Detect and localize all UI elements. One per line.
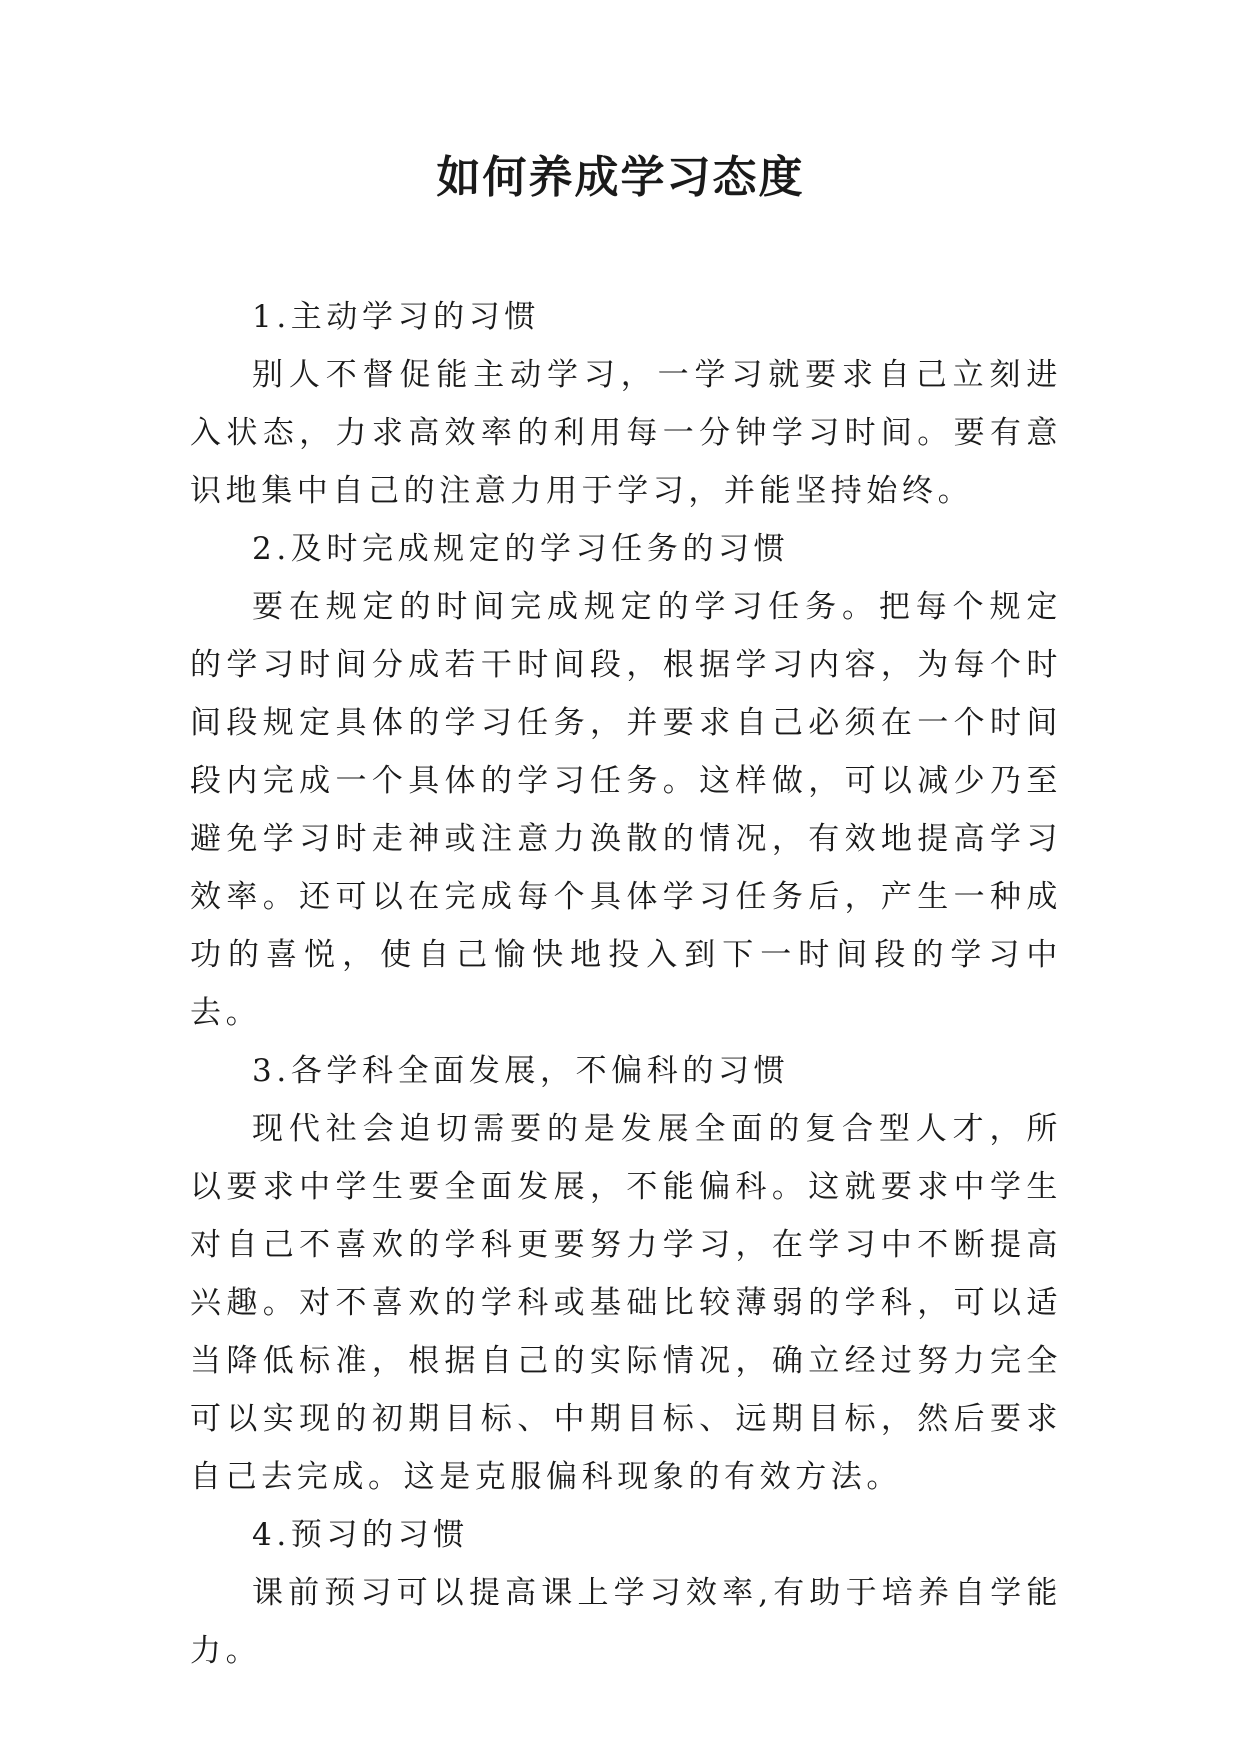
section-heading-3: 3.各学科全面发展，不偏科的习惯 xyxy=(252,1053,790,1089)
section-heading-2: 2.及时完成规定的学习任务的习惯 xyxy=(252,531,790,567)
document-body xyxy=(190,288,1062,1680)
paragraph-3: 现代社会迫切需要的是发展全面的复合型人才，所以要求中学生要全面发展，不能偏科。这就要求中学生对自己不喜欢的学科更要努力学习，在学习中不断提高兴趣。对不喜欢的学科或基础比较薄弱的学科，可以适当降低标准，根据自己的实际情况，确立经过努力完全可以实现的初期目标、中期目标、远期目标，然后要求自己去完成。这是克服偏科现象的有效方法。 xyxy=(190,1111,1062,1495)
paragraph-4: 课前预习可以提高课上学习效率,有助于培养自学能力。 xyxy=(190,1575,1062,1669)
paragraph-1: 别人不督促能主动学习，一学习就要求自己立刻进入状态，力求高效率的利用每一分钟学习时间。要有意识地集中自己的注意力用于学习，并能坚持始终。 xyxy=(190,357,1062,509)
section-heading-1: 1.主动学习的习惯 xyxy=(252,299,540,335)
section-heading-4: 4.预习的习惯 xyxy=(252,1517,469,1553)
paragraph-2: 要在规定的时间完成规定的学习任务。把每个规定的学习时间分成若干时间段，根据学习内容，为每个时间段规定具体的学习任务，并要求自己必须在一个时间段内完成一个具体的学习任务。这样做，可以减少乃至避免学习时走神或注意力涣散的情况，有效地提高学习效率。还可以在完成每个具体学习任务后，产生一种成功的喜悦，使自己愉快地投入到下一时间段的学习中去。 xyxy=(190,589,1062,1031)
page-title: 如何养成学习态度 xyxy=(436,152,805,203)
